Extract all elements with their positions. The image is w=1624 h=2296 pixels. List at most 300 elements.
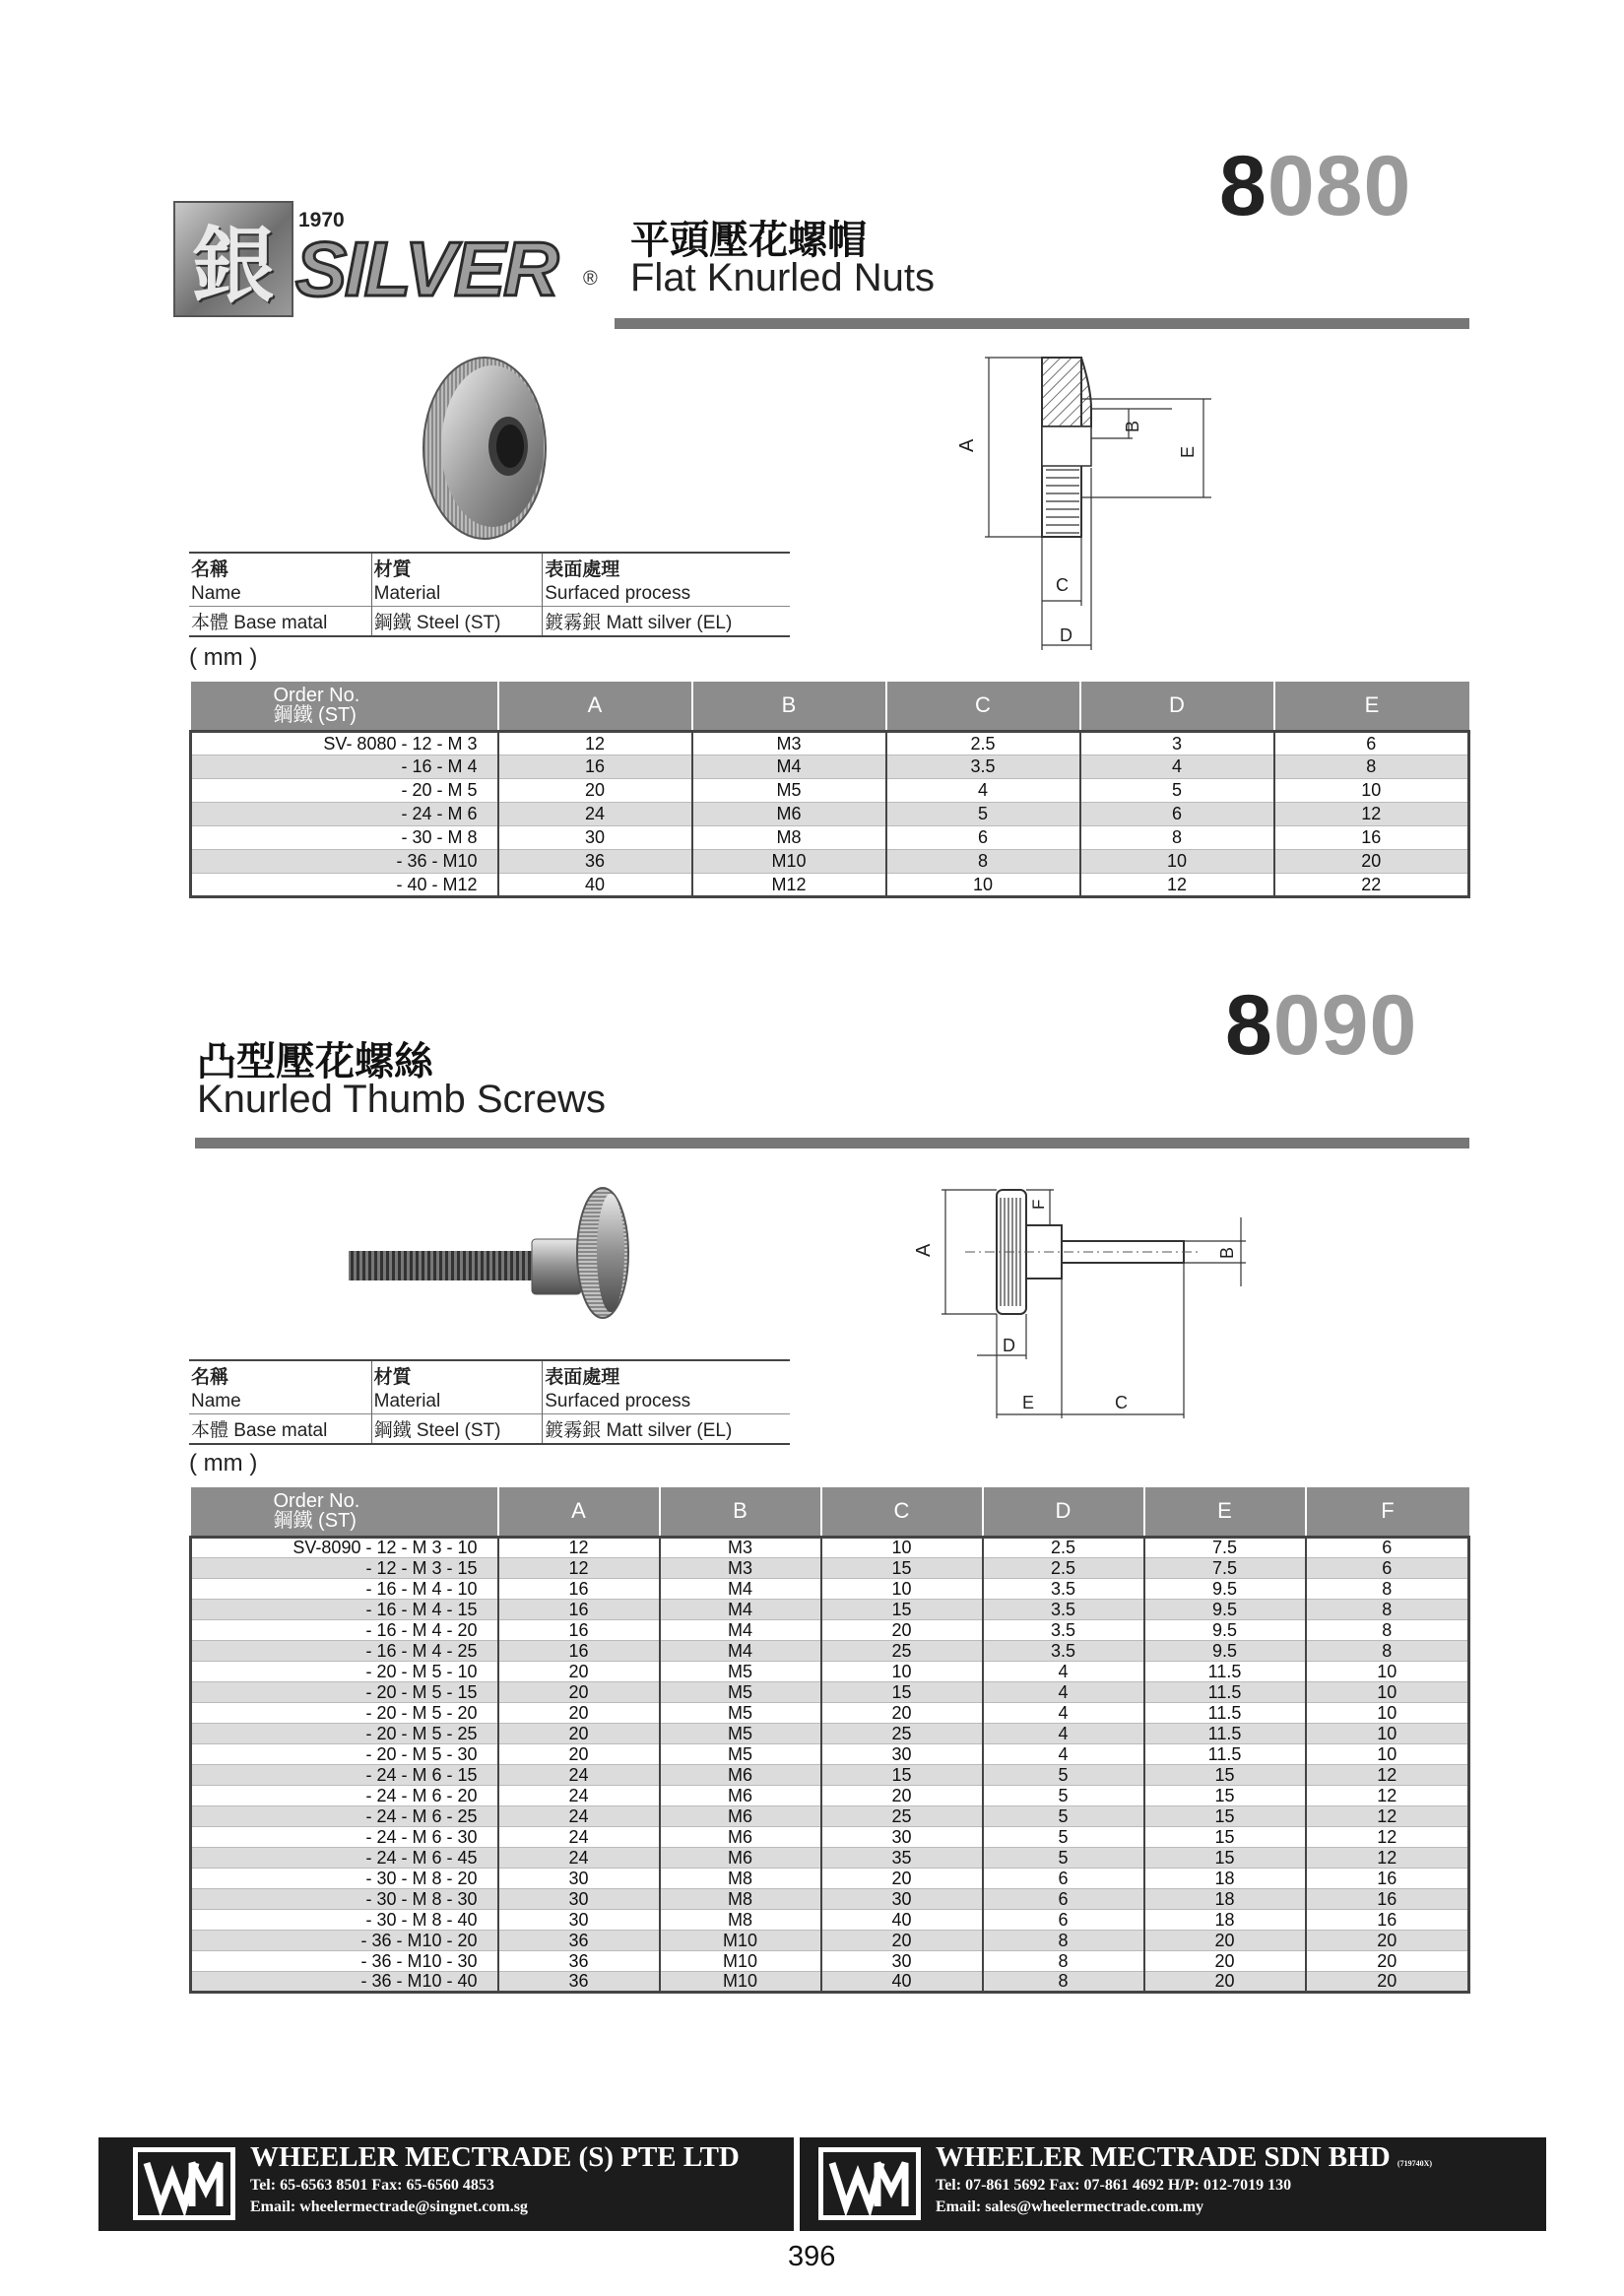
- table-row: [191, 1805, 1469, 1826]
- spec-table-body: [191, 731, 1469, 896]
- table-cell: 25: [821, 1723, 983, 1743]
- diagram-label-f: F: [1029, 1199, 1048, 1210]
- table-cell: 8: [1274, 754, 1469, 778]
- table-cell: 30: [498, 1888, 660, 1909]
- table-cell: 8: [983, 1950, 1144, 1971]
- table-row: [191, 1661, 1469, 1681]
- order-header-zh: 鋼鐵 (ST): [273, 1510, 357, 1533]
- order-number-cell: - 16 - M 4 - 20: [191, 1619, 498, 1640]
- table-row: [191, 1764, 1469, 1785]
- diagram-label-c: C: [1056, 575, 1069, 595]
- table-cell: 2.5: [983, 1537, 1144, 1557]
- table-cell: M6: [660, 1805, 821, 1826]
- table-cell: 3.5: [886, 754, 1080, 778]
- material-table-8090: [189, 1359, 790, 1445]
- table-cell: 3.5: [983, 1640, 1144, 1661]
- mat-h-zh-name: 名稱: [189, 1360, 371, 1390]
- table-cell: 12: [498, 1557, 660, 1578]
- order-number-cell: - 20 - M 5 - 30: [191, 1743, 498, 1764]
- table-row: [191, 849, 1469, 873]
- unit-label-8080: ( mm ): [189, 644, 258, 671]
- table-cell: M4: [660, 1640, 821, 1661]
- table-cell: 6: [1274, 731, 1469, 754]
- table-cell: M5: [660, 1702, 821, 1723]
- flat-knurled-nut-photo: [414, 350, 552, 547]
- table-cell: M5: [660, 1681, 821, 1702]
- order-number-cell: - 20 - M 5: [191, 778, 498, 802]
- col-header: D: [983, 1487, 1144, 1537]
- table-row: [191, 1868, 1469, 1888]
- mat-h-en-name: Name: [191, 1391, 241, 1411]
- col-header: D: [1080, 682, 1274, 731]
- order-number-cell: - 12 - M 3 - 15: [191, 1557, 498, 1578]
- table-cell: 10: [1306, 1661, 1469, 1681]
- table-cell: 20: [821, 1930, 983, 1950]
- order-number-cell: - 36 - M10: [191, 849, 498, 873]
- order-number-cell: - 20 - M 5 - 15: [191, 1681, 498, 1702]
- table-cell: 3.5: [983, 1599, 1144, 1619]
- mat-h-en-process: Surfaced process: [543, 582, 790, 607]
- table-cell: M8: [660, 1888, 821, 1909]
- table-cell: M5: [660, 1661, 821, 1681]
- code-first-digit: 8: [1225, 978, 1273, 1073]
- order-number-cell: - 40 - M12: [191, 873, 498, 896]
- table-cell: 20: [821, 1702, 983, 1723]
- table-cell: 20: [1144, 1971, 1306, 1992]
- table-cell: M10: [660, 1950, 821, 1971]
- title-en-8090: Knurled Thumb Screws: [197, 1078, 606, 1121]
- table-cell: M3: [692, 731, 886, 754]
- product-code-8090: [1225, 977, 1417, 1075]
- table-cell: 40: [498, 873, 692, 896]
- mat-h-zh-process: 表面處理: [543, 553, 790, 582]
- table-row: [191, 1930, 1469, 1950]
- table-cell: 9.5: [1144, 1619, 1306, 1640]
- table-cell: 15: [1144, 1805, 1306, 1826]
- product-code-8080: [1219, 138, 1411, 235]
- table-cell: 11.5: [1144, 1723, 1306, 1743]
- table-cell: 10: [886, 873, 1080, 896]
- page-number: 396: [788, 2241, 836, 2272]
- table-cell: 12: [1306, 1785, 1469, 1805]
- table-cell: 12: [498, 731, 692, 754]
- table-row: [191, 1909, 1469, 1930]
- diagram-label-a: A: [956, 438, 978, 452]
- table-row: [191, 1785, 1469, 1805]
- table-cell: 15: [821, 1599, 983, 1619]
- table-cell: 8: [1306, 1640, 1469, 1661]
- table-cell: 5: [983, 1805, 1144, 1826]
- table-cell: M6: [692, 802, 886, 825]
- footer-left-tel: Tel: 65-6563 8501 Fax: 65-6560 4853: [250, 2177, 494, 2194]
- mat-value-name: 本體 Base matal: [189, 607, 371, 637]
- table-cell: 35: [821, 1847, 983, 1868]
- table-cell: 20: [1144, 1930, 1306, 1950]
- order-number-cell: - 24 - M 6 - 25: [191, 1805, 498, 1826]
- table-cell: 15: [821, 1764, 983, 1785]
- order-header: [191, 682, 498, 731]
- table-cell: 10: [821, 1537, 983, 1557]
- table-cell: 20: [498, 1723, 660, 1743]
- table-row: [191, 1847, 1469, 1868]
- table-cell: 12: [1306, 1826, 1469, 1847]
- table-cell: 30: [821, 1743, 983, 1764]
- col-header: A: [498, 682, 692, 731]
- table-cell: 8: [1080, 825, 1274, 849]
- table-cell: 15: [1144, 1764, 1306, 1785]
- table-cell: 8: [886, 849, 1080, 873]
- table-row: [191, 1971, 1469, 1992]
- table-cell: M5: [692, 778, 886, 802]
- order-number-cell: - 36 - M10 - 40: [191, 1971, 498, 1992]
- table-cell: 16: [1306, 1868, 1469, 1888]
- table-cell: M3: [660, 1557, 821, 1578]
- footer-right-tel: Tel: 07-861 5692 Fax: 07-861 4692 H/P: 012-7019 130: [936, 2177, 1292, 2194]
- table-cell: 36: [498, 849, 692, 873]
- table-row: [191, 825, 1469, 849]
- table-cell: 22: [1274, 873, 1469, 896]
- col-header: C: [886, 682, 1080, 731]
- table-cell: 16: [498, 1619, 660, 1640]
- table-row: [191, 1619, 1469, 1640]
- spec-table-body: [191, 1537, 1469, 1992]
- diagram-label-e: E: [1178, 445, 1198, 458]
- code-first-digit: 8: [1219, 139, 1267, 233]
- table-cell: 8: [1306, 1578, 1469, 1599]
- section-divider: [195, 1138, 1469, 1148]
- table-cell: 11.5: [1144, 1702, 1306, 1723]
- code-rest-digits: 090: [1272, 978, 1418, 1073]
- spec-table-8090: [189, 1487, 1470, 1994]
- table-cell: 30: [821, 1950, 983, 1971]
- table-row: [191, 1950, 1469, 1971]
- table-cell: 36: [498, 1950, 660, 1971]
- footer-right-company: [936, 2141, 1432, 2174]
- table-cell: 6: [983, 1909, 1144, 1930]
- table-cell: 12: [1306, 1764, 1469, 1785]
- table-cell: 30: [498, 825, 692, 849]
- footer-left-email: Email: wheelermectrade@singnet.com.sg: [250, 2198, 528, 2215]
- table-cell: 36: [498, 1971, 660, 1992]
- title-zh-8080: 平頭壓花螺帽: [630, 218, 867, 263]
- table-cell: M3: [660, 1537, 821, 1557]
- diagram-label-d: D: [1003, 1336, 1015, 1355]
- table-cell: 25: [821, 1805, 983, 1826]
- table-cell: 18: [1144, 1868, 1306, 1888]
- table-cell: 15: [821, 1557, 983, 1578]
- table-cell: 20: [1306, 1971, 1469, 1992]
- order-header-en: Order No.: [273, 685, 360, 707]
- table-row: [191, 1723, 1469, 1743]
- table-cell: M4: [660, 1578, 821, 1599]
- footer-right-email: Email: sales@wheelermectrade.com.my: [936, 2198, 1204, 2215]
- table-cell: 24: [498, 802, 692, 825]
- table-row: [191, 1702, 1469, 1723]
- footer-right-company-name: WHEELER MECTRADE SDN BHD: [936, 2141, 1391, 2173]
- mat-h-zh-name: 名稱: [189, 553, 371, 582]
- col-header: E: [1144, 1487, 1306, 1537]
- table-cell: 20: [498, 1743, 660, 1764]
- table-cell: 10: [1306, 1723, 1469, 1743]
- table-cell: 16: [1306, 1909, 1469, 1930]
- table-cell: 10: [1306, 1702, 1469, 1723]
- table-cell: 4: [1080, 754, 1274, 778]
- table-cell: 16: [498, 1578, 660, 1599]
- table-cell: 20: [498, 1702, 660, 1723]
- table-cell: 8: [983, 1971, 1144, 1992]
- title-zh-8090: 凸型壓花螺絲: [197, 1039, 433, 1084]
- table-cell: 10: [1274, 778, 1469, 802]
- order-number-cell: - 16 - M 4: [191, 754, 498, 778]
- table-cell: 20: [821, 1785, 983, 1805]
- mat-h-zh-process: 表面處理: [543, 1360, 790, 1390]
- order-number-cell: - 30 - M 8 - 30: [191, 1888, 498, 1909]
- brand-logo-char: 銀: [191, 216, 275, 314]
- col-header: B: [660, 1487, 821, 1537]
- table-cell: 9.5: [1144, 1578, 1306, 1599]
- table-cell: 20: [1144, 1950, 1306, 1971]
- order-header: [191, 1487, 498, 1537]
- order-number-cell: - 30 - M 8 - 20: [191, 1868, 498, 1888]
- mat-h-zh-material: 材質: [371, 1360, 543, 1390]
- table-cell: M6: [660, 1764, 821, 1785]
- table-cell: 10: [821, 1578, 983, 1599]
- table-cell: 8: [1306, 1619, 1469, 1640]
- table-cell: 10: [1306, 1743, 1469, 1764]
- order-number-cell: - 24 - M 6 - 45: [191, 1847, 498, 1868]
- table-cell: 30: [498, 1909, 660, 1930]
- mat-value-material: 鋼鐵 Steel (ST): [371, 1414, 543, 1445]
- table-cell: 6: [983, 1868, 1144, 1888]
- table-cell: M10: [660, 1971, 821, 1992]
- order-number-cell: - 30 - M 8 - 40: [191, 1909, 498, 1930]
- table-cell: 10: [1306, 1681, 1469, 1702]
- mat-value-material: 鋼鐵 Steel (ST): [371, 607, 543, 637]
- table-cell: 24: [498, 1826, 660, 1847]
- table-cell: 30: [498, 1868, 660, 1888]
- brand-logo-mark: [173, 201, 293, 317]
- table-cell: 8: [1306, 1599, 1469, 1619]
- table-row: [191, 1681, 1469, 1702]
- order-header-en: Order No.: [273, 1490, 360, 1513]
- table-cell: 12: [498, 1537, 660, 1557]
- table-cell: M10: [660, 1930, 821, 1950]
- order-number-cell: - 20 - M 5 - 20: [191, 1702, 498, 1723]
- table-cell: 9.5: [1144, 1599, 1306, 1619]
- table-cell: 3.5: [983, 1619, 1144, 1640]
- mat-value-process: 鍍霧銀 Matt silver (EL): [543, 1414, 790, 1445]
- col-header: B: [692, 682, 886, 731]
- table-cell: 5: [983, 1764, 1144, 1785]
- order-number-cell: - 36 - M10 - 20: [191, 1930, 498, 1950]
- table-cell: 15: [821, 1681, 983, 1702]
- mat-h-en-name: Name: [191, 583, 241, 604]
- table-cell: 10: [1080, 849, 1274, 873]
- footer-left-company: WHEELER MECTRADE (S) PTE LTD: [250, 2141, 740, 2173]
- table-cell: 11.5: [1144, 1661, 1306, 1681]
- mat-h-en-process: Surfaced process: [543, 1390, 790, 1414]
- table-cell: 20: [498, 1661, 660, 1681]
- table-cell: 12: [1306, 1847, 1469, 1868]
- table-cell: M5: [660, 1743, 821, 1764]
- table-cell: 20: [821, 1868, 983, 1888]
- table-cell: 11.5: [1144, 1743, 1306, 1764]
- table-cell: 20: [1274, 849, 1469, 873]
- table-cell: 6: [1306, 1557, 1469, 1578]
- table-cell: 25: [821, 1640, 983, 1661]
- title-en-8080: Flat Knurled Nuts: [630, 256, 936, 299]
- table-row: [191, 1640, 1469, 1661]
- order-number-cell: - 24 - M 6 - 20: [191, 1785, 498, 1805]
- table-cell: 11.5: [1144, 1681, 1306, 1702]
- table-cell: 6: [983, 1888, 1144, 1909]
- unit-label-8090: ( mm ): [189, 1450, 258, 1476]
- table-cell: 30: [821, 1826, 983, 1847]
- wm-logo-icon: [131, 2145, 237, 2222]
- table-cell: 15: [1144, 1785, 1306, 1805]
- table-cell: 18: [1144, 1888, 1306, 1909]
- table-cell: M4: [660, 1619, 821, 1640]
- table-row: [191, 1599, 1469, 1619]
- table-cell: 4: [983, 1702, 1144, 1723]
- mat-h-en-material: Material: [371, 1390, 543, 1414]
- table-cell: 8: [983, 1930, 1144, 1950]
- diagram-label-d: D: [1060, 625, 1072, 645]
- table-cell: 7.5: [1144, 1557, 1306, 1578]
- table-cell: 20: [498, 778, 692, 802]
- table-cell: 20: [498, 1681, 660, 1702]
- table-cell: M6: [660, 1826, 821, 1847]
- table-row: [191, 1743, 1469, 1764]
- knurled-thumb-screw-photo: [345, 1182, 640, 1320]
- table-cell: M8: [692, 825, 886, 849]
- wm-logo-icon: [816, 2145, 923, 2222]
- footer-right-reg-no: (719740X): [1397, 2159, 1433, 2168]
- table-cell: 12: [1080, 873, 1274, 896]
- table-cell: 5: [983, 1826, 1144, 1847]
- table-cell: 3: [1080, 731, 1274, 754]
- table-cell: 20: [1306, 1950, 1469, 1971]
- table-cell: M4: [692, 754, 886, 778]
- table-row: [191, 754, 1469, 778]
- order-header-zh: 鋼鐵 (ST): [273, 704, 357, 727]
- table-cell: 24: [498, 1764, 660, 1785]
- table-cell: 4: [983, 1723, 1144, 1743]
- table-cell: 5: [1080, 778, 1274, 802]
- brand-year: 1970: [298, 209, 345, 231]
- table-cell: 30: [821, 1888, 983, 1909]
- diagram-label-a: A: [913, 1243, 935, 1257]
- table-cell: 5: [983, 1847, 1144, 1868]
- diagram-label-b: B: [1123, 420, 1142, 432]
- table-row: [191, 1826, 1469, 1847]
- table-cell: 40: [821, 1971, 983, 1992]
- table-cell: 12: [1274, 802, 1469, 825]
- table-cell: M5: [660, 1723, 821, 1743]
- col-header: F: [1306, 1487, 1469, 1537]
- mat-h-en-material: Material: [371, 582, 543, 607]
- table-cell: 15: [1144, 1826, 1306, 1847]
- table-cell: 20: [1306, 1930, 1469, 1950]
- table-cell: 15: [1144, 1847, 1306, 1868]
- diagram-label-b: B: [1217, 1246, 1237, 1259]
- mat-value-process: 鍍霧銀 Matt silver (EL): [543, 607, 790, 637]
- mat-h-zh-material: 材質: [371, 553, 543, 582]
- table-cell: M8: [660, 1909, 821, 1930]
- table-cell: 12: [1306, 1805, 1469, 1826]
- order-number-cell: - 24 - M 6: [191, 802, 498, 825]
- table-cell: 4: [983, 1661, 1144, 1681]
- table-cell: 20: [821, 1619, 983, 1640]
- table-cell: 2.5: [983, 1557, 1144, 1578]
- table-cell: 4: [886, 778, 1080, 802]
- table-cell: 5: [983, 1785, 1144, 1805]
- table-row: [191, 873, 1469, 896]
- order-number-cell: SV- 8080 - 12 - M 3: [191, 731, 498, 754]
- table-cell: M4: [660, 1599, 821, 1619]
- order-number-cell: - 30 - M 8: [191, 825, 498, 849]
- table-cell: 2.5: [886, 731, 1080, 754]
- table-cell: 6: [1306, 1537, 1469, 1557]
- table-row: [191, 802, 1469, 825]
- table-row: [191, 1557, 1469, 1578]
- table-cell: 24: [498, 1847, 660, 1868]
- table-cell: 16: [498, 1599, 660, 1619]
- knurled-thumb-screw-diagram: [906, 1182, 1270, 1443]
- table-cell: 4: [983, 1743, 1144, 1764]
- order-number-cell: SV-8090 - 12 - M 3 - 10: [191, 1537, 498, 1557]
- table-cell: 6: [1080, 802, 1274, 825]
- flat-knurled-nut-diagram: [945, 350, 1231, 665]
- section-divider: [615, 318, 1469, 329]
- order-number-cell: - 20 - M 5 - 25: [191, 1723, 498, 1743]
- table-cell: 24: [498, 1805, 660, 1826]
- table-cell: 24: [498, 1785, 660, 1805]
- table-row: [191, 1537, 1469, 1557]
- table-cell: M6: [660, 1785, 821, 1805]
- order-number-cell: - 24 - M 6 - 15: [191, 1764, 498, 1785]
- table-cell: 6: [886, 825, 1080, 849]
- brand-name: SILVER: [295, 226, 557, 312]
- mat-value-name: 本體 Base matal: [189, 1414, 371, 1445]
- table-cell: M12: [692, 873, 886, 896]
- brand-registered-mark: ®: [583, 268, 598, 290]
- table-cell: 16: [498, 1640, 660, 1661]
- table-cell: 3.5: [983, 1578, 1144, 1599]
- table-cell: 16: [1306, 1888, 1469, 1909]
- table-cell: 7.5: [1144, 1537, 1306, 1557]
- order-number-cell: - 20 - M 5 - 10: [191, 1661, 498, 1681]
- footer-divider: [794, 2137, 800, 2231]
- table-cell: 16: [1274, 825, 1469, 849]
- col-header: E: [1274, 682, 1469, 731]
- code-rest-digits: 080: [1267, 139, 1412, 233]
- col-header: A: [498, 1487, 660, 1537]
- order-number-cell: - 16 - M 4 - 10: [191, 1578, 498, 1599]
- spec-table-8080: [189, 682, 1470, 898]
- table-cell: 5: [886, 802, 1080, 825]
- table-row: [191, 731, 1469, 754]
- table-cell: M6: [660, 1847, 821, 1868]
- table-cell: 10: [821, 1661, 983, 1681]
- table-row: [191, 1578, 1469, 1599]
- table-cell: 18: [1144, 1909, 1306, 1930]
- diagram-label-c: C: [1115, 1393, 1128, 1412]
- table-cell: 36: [498, 1930, 660, 1950]
- table-cell: 40: [821, 1909, 983, 1930]
- table-cell: 16: [498, 754, 692, 778]
- table-cell: M10: [692, 849, 886, 873]
